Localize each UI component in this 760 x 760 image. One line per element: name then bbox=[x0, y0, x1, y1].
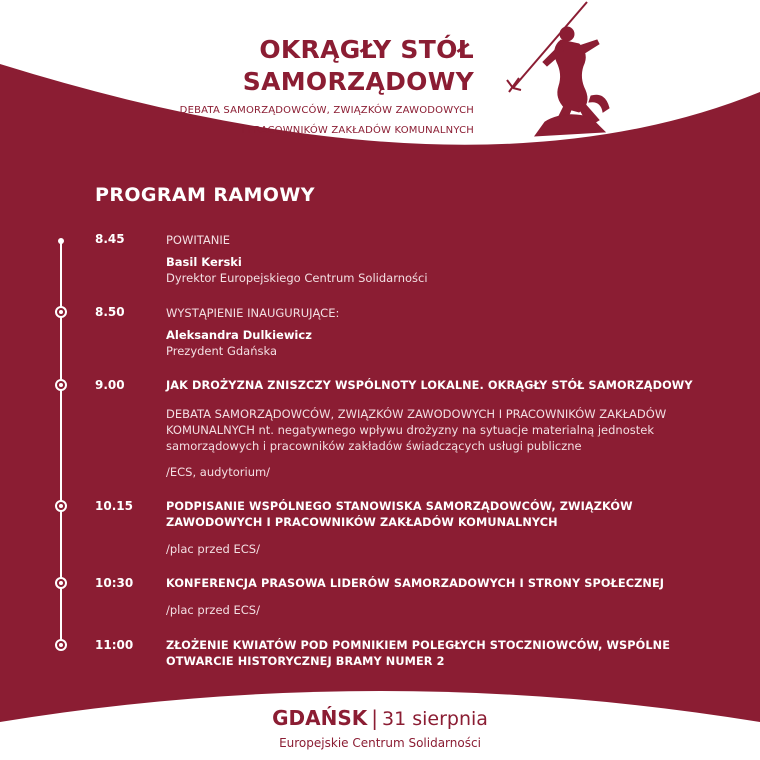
speaker-role: Dyrektor Europejskiego Centrum Solidarności bbox=[166, 271, 428, 285]
item-time: 9.00 bbox=[95, 378, 125, 392]
event-subtitle-line1: DEBATA SAMORZĄDOWCÓW, ZWIĄZKÓW ZAWODOWYCH bbox=[179, 105, 474, 116]
item-title-line1: ZŁOŻENIE KWIATÓW POD POMNIKIEM POLEGŁYCH STOCZNIOWCÓW, WSPÓLNE bbox=[166, 639, 671, 652]
item-description-line1: DEBATA SAMORZĄDOWCÓW, ZWIĄZKÓW ZAWODOWYCH I PRACOWNIKÓW ZAKŁADÓW bbox=[166, 407, 667, 421]
item-content bbox=[166, 499, 711, 557]
event-title-line2: SAMORZĄDOWY bbox=[242, 67, 474, 96]
timeline-dot bbox=[55, 500, 67, 512]
timeline-dot bbox=[55, 379, 67, 391]
event-header bbox=[180, 34, 474, 138]
item-place: /ECS, audytorium/ bbox=[166, 465, 271, 479]
item-title-line2: OTWARCIE HISTORYCZNEJ BRAMY NUMER 2 bbox=[166, 655, 445, 668]
speaker-name: Basil Kerski bbox=[166, 255, 242, 269]
item-content bbox=[166, 378, 711, 480]
item-content bbox=[166, 576, 711, 618]
item-time: 10.15 bbox=[95, 499, 133, 513]
speaker-role: Prezydent Gdańska bbox=[166, 344, 277, 358]
timeline-dot bbox=[55, 306, 67, 318]
speaker-name: Aleksandra Dulkiewicz bbox=[166, 328, 312, 342]
timeline-dot bbox=[58, 238, 64, 244]
item-content bbox=[166, 305, 711, 359]
item-title: JAK DROŻYZNA ZNISZCZY WSPÓLNOTY LOKALNE. OKRĄGŁY STÓŁ SAMORZĄDOWY bbox=[166, 379, 693, 392]
footer-separator: | bbox=[371, 706, 378, 730]
item-time: 8.45 bbox=[95, 232, 125, 246]
item-title: KONFERENCJA PRASOWA LIDERÓW SAMORZADOWYCH I STRONY SPOŁECZNEJ bbox=[166, 577, 665, 590]
item-description-line3: samorządowych i pracowników zakładów świadczących usługi publiczne bbox=[166, 439, 582, 453]
item-description-line2: KOMUNALNYCH nt. negatywnego wpływu drożyzny na sytuacje materialną jednostek bbox=[166, 423, 654, 437]
neptune-statue-icon bbox=[505, 0, 615, 140]
timeline-dot bbox=[55, 639, 67, 651]
item-place: /plac przed ECS/ bbox=[166, 603, 260, 617]
event-title-line1: OKRĄGŁY STÓŁ bbox=[259, 35, 474, 64]
footer-city: GDAŃSK bbox=[272, 706, 368, 730]
item-time: 10:30 bbox=[95, 576, 134, 590]
item-title-line1: PODPISANIE WSPÓLNEGO STANOWISKA SAMORZĄDOWCÓW, ZWIĄZKÓW bbox=[166, 500, 633, 513]
program-heading: PROGRAM RAMOWY bbox=[95, 184, 315, 206]
footer-date: 31 sierpnia bbox=[381, 708, 488, 730]
event-subtitle-line2: I PRACOWNIKÓW ZAKŁADÓW KOMUNALNYCH bbox=[241, 125, 474, 136]
item-time: 8.50 bbox=[95, 305, 125, 319]
item-time: 11:00 bbox=[95, 638, 134, 652]
item-place: /plac przed ECS/ bbox=[166, 542, 260, 556]
item-title-line2: ZAWODOWYCH I PRACOWNIKÓW ZAKŁADÓW KOMUNALNYCH bbox=[166, 516, 558, 529]
event-footer bbox=[0, 706, 760, 750]
item-content bbox=[166, 638, 711, 670]
item-content bbox=[166, 232, 711, 286]
item-label: POWITANIE bbox=[166, 233, 231, 247]
footer-venue: Europejskie Centrum Solidarności bbox=[279, 736, 481, 750]
timeline-dot bbox=[55, 577, 67, 589]
item-label: WYSTĄPIENIE INAUGURUJĄCE: bbox=[166, 306, 340, 320]
